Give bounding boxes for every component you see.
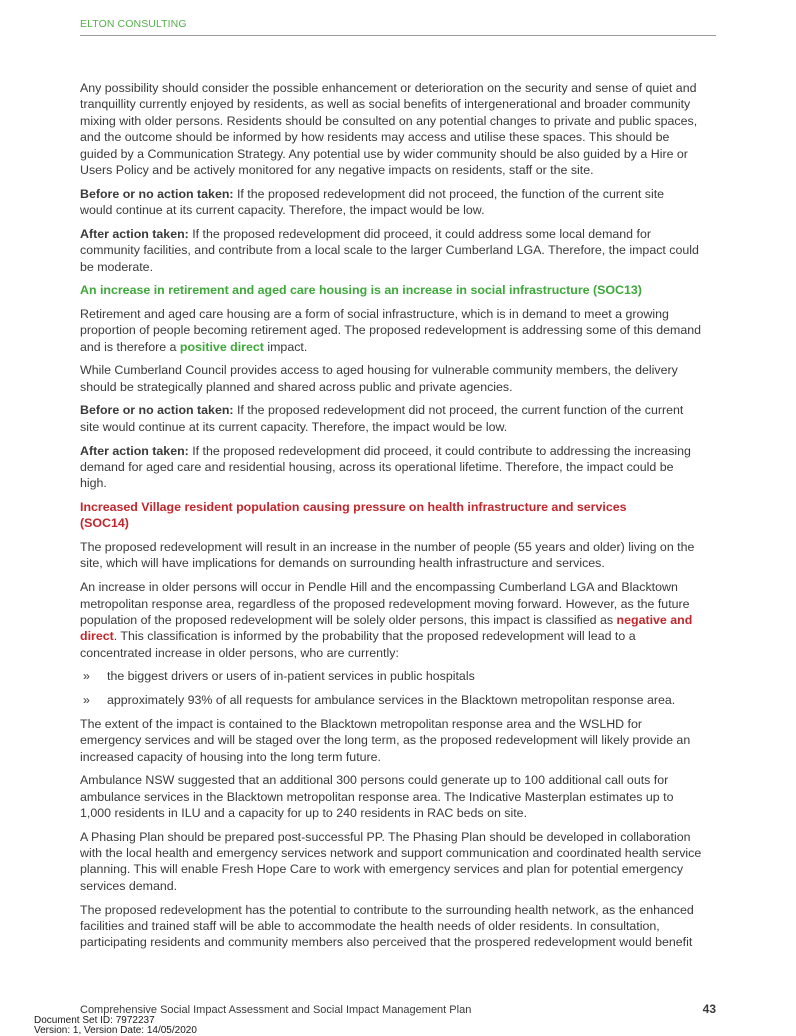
text-line	[80, 628, 716, 644]
before-action-label: Before or no action taken:	[80, 403, 234, 418]
text-run: impact.	[267, 339, 308, 354]
after-action-label: After action taken:	[80, 443, 189, 458]
text-line: Ambulance NSW suggested that an additional 300 persons could generate up to 100 additional call outs for	[80, 773, 669, 788]
text-line: metropolitan response area, regardless of the proposed redevelopment moving forward. However, as the future	[80, 596, 690, 611]
bullet-marker: »	[83, 669, 90, 684]
text-line: The proposed redevelopment has the potential to contribute to the surrounding health network, as the enhanced	[80, 902, 694, 917]
soc14-ambulance-paragraph	[80, 772, 716, 821]
text-line: would continue at its current capacity. Therefore, the impact would be low.	[80, 203, 485, 218]
text-line: A Phasing Plan should be prepared post-successful PP. The Phasing Plan should be developed in collaboration	[80, 829, 691, 844]
text-line: Any possibility should consider the possible enhancement or deterioration on the security and sense of quiet and	[80, 81, 697, 95]
text-line	[80, 402, 716, 418]
list-item	[80, 692, 716, 708]
text-line: The proposed redevelopment will result in an increase in the number of people (55 years and older) living on the	[80, 540, 695, 555]
page-number: 43	[702, 1002, 716, 1016]
before-action-paragraph	[80, 186, 716, 219]
company-brand: ELTON CONSULTING	[80, 18, 187, 30]
after-action-paragraph	[80, 226, 716, 275]
text-line: planning. This will enable Fresh Hope Care to work with emergency services and plan for potential emergency	[80, 862, 684, 877]
intro-paragraph	[80, 80, 716, 178]
bullet-marker: »	[83, 693, 90, 708]
before-action-label: Before or no action taken:	[80, 186, 234, 201]
section-heading: Increased Village resident population causing pressure on health infrastructure and services	[80, 499, 627, 514]
text-run: If the proposed redevelopment did not proceed, the current function of the current	[236, 403, 684, 418]
after-action-label: After action taken:	[80, 226, 189, 241]
text-run: . This classification is informed by the probability that the proposed redevelopment will lead to a	[113, 629, 636, 644]
text-line: While Cumberland Council provides access to aged housing for vulnerable community members, the delivery	[80, 363, 678, 378]
text-line: An increase in older persons will occur in Pendle Hill and the encompassing Cumberland LGA and Blacktown	[80, 580, 678, 595]
footer-document-title: Comprehensive Social Impact Assessment and Social Impact Management Plan	[80, 1004, 472, 1016]
text-line: ambulance services in the Blacktown metropolitan response area. The Indicative Masterplan estimates up to	[80, 789, 674, 804]
text-line: Retirement and aged care housing are a form of social infrastructure, which is in demand to meet a growing	[80, 306, 669, 321]
impact-classification: negative and	[616, 612, 693, 627]
text-run: population of the proposed redevelopment will be solely older persons, this impact is classified as	[80, 612, 614, 627]
text-line	[80, 668, 716, 684]
header-divider	[80, 35, 716, 36]
bullet-text: the biggest drivers or users of in-patient services in public hospitals	[107, 669, 475, 684]
text-line: The extent of the impact is contained to the Blacktown metropolitan response area and the WSLHD for	[80, 716, 643, 731]
text-run: If the proposed redevelopment did proceed, it could contribute to addressing the increasing	[192, 443, 691, 458]
text-line: high.	[80, 476, 107, 491]
document-version: Version: 1, Version Date: 14/05/2020	[34, 1025, 197, 1036]
text-line: Users Policy and be actively monitored for any negative impacts on residents, staff or the site.	[80, 162, 594, 177]
text-line: with the local health and emergency services network and support communication and coordinated health service	[80, 846, 702, 861]
text-run: If the proposed redevelopment did proceed, it could address some local demand for	[192, 226, 651, 241]
section-heading: (SOC14)	[80, 516, 129, 531]
text-line	[80, 186, 716, 202]
soc14-extent-paragraph	[80, 716, 716, 765]
impact-classification: direct	[80, 629, 114, 644]
soc14-phasing-paragraph	[80, 829, 716, 895]
soc14-overview-paragraph	[80, 539, 716, 572]
text-line	[80, 612, 716, 628]
soc13-heading	[80, 282, 716, 298]
section-heading: An increase in retirement and aged care housing is an increase in social infrastructure (SOC13)	[80, 283, 642, 298]
text-line: community facilities, and contribute from a local scale to the larger Cumberland LGA. Therefore, the impact could	[80, 243, 699, 258]
text-line: facilities and trained staff will be able to accommodate the health needs of older residents. In consultation,	[80, 918, 660, 933]
text-line	[80, 226, 716, 242]
soc13-after-action-paragraph	[80, 443, 716, 492]
text-line: proportion of people becoming retirement aged. The proposed redevelopment is addressing some of this demand	[80, 323, 702, 338]
text-line: participating residents and community members also perceived that the prospered redevelopment would benefit	[80, 935, 693, 950]
text-line: site, which will have implications for demands on surrounding health infrastructure and services.	[80, 556, 605, 571]
text-run: and is therefore a	[80, 339, 177, 354]
soc14-health-network-paragraph	[80, 902, 716, 951]
text-line: 1,000 residents in ILU and a capacity for up to 240 residents in RAC beds on site.	[80, 806, 528, 820]
text-line: concentrated increase in older persons, who are currently:	[80, 645, 399, 660]
document-body	[80, 80, 716, 958]
text-line: and the outcome should be informed by how residents may access and utilise these spaces. This should be	[80, 130, 670, 145]
soc13-before-action-paragraph	[80, 402, 716, 435]
soc13-council-paragraph	[80, 362, 716, 395]
text-line: mixing with older persons. Residents should be consulted on any potential changes to private and public spaces,	[80, 113, 698, 128]
soc13-definition-paragraph	[80, 306, 716, 355]
text-line	[80, 692, 716, 708]
text-line: should be strategically planned and shared across public and private agencies.	[80, 379, 513, 394]
text-line: services demand.	[80, 878, 178, 893]
text-line: site would continue at its current capacity. Therefore, the impact would be low.	[80, 419, 508, 434]
document-set-id: Document Set ID: 7972237	[34, 1015, 155, 1026]
text-line: increased capacity of housing into the long term future.	[80, 749, 381, 764]
text-line: tranquillity currently enjoyed by residents, as well as social benefits of intergenerational and broader community	[80, 97, 691, 112]
bullet-text: approximately 93% of all requests for ambulance services in the Blacktown metropolitan response area.	[107, 693, 676, 708]
soc14-classification-paragraph	[80, 579, 716, 661]
text-run: If the proposed redevelopment did not proceed, the function of the current site	[236, 186, 665, 201]
document-stamp	[34, 1016, 197, 1036]
list-item	[80, 668, 716, 684]
text-line: guided by a Communication Strategy. Any potential use by wider community should be also guided by a Hire or	[80, 146, 688, 161]
impact-classification: positive direct	[179, 339, 264, 354]
text-line: be moderate.	[80, 259, 154, 274]
text-line	[80, 443, 716, 459]
text-line	[80, 339, 716, 355]
text-line: demand for aged care and residential housing, across its operational lifetime. Therefore, the impact could be	[80, 459, 674, 474]
text-line: emergency services and will be staged over the long term, as the proposed redevelopment will likely provide an	[80, 733, 691, 748]
soc14-heading	[80, 499, 716, 532]
